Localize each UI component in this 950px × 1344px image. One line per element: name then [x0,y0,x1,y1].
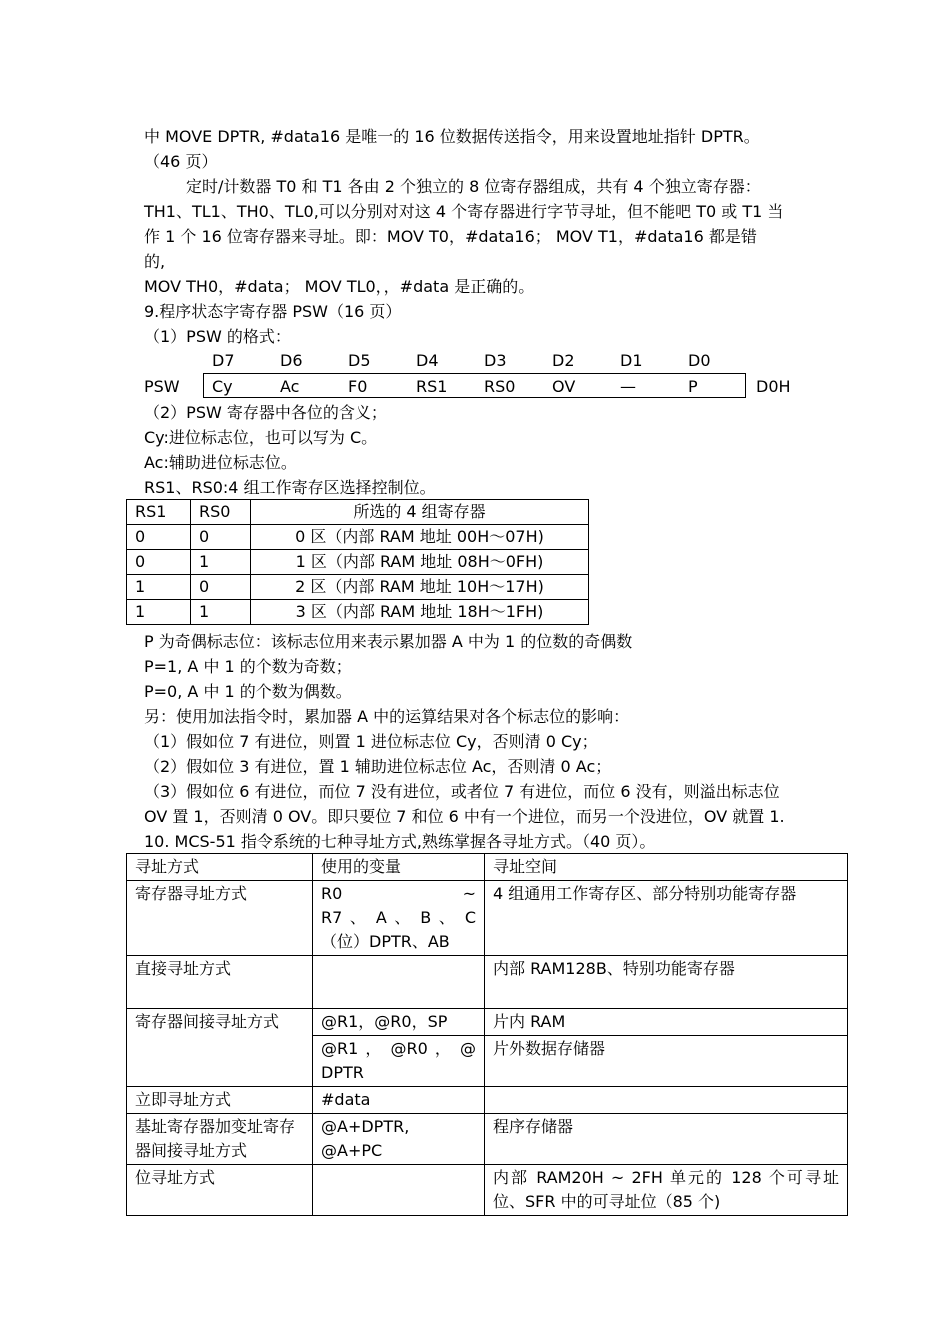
vars-line: @R1 ， @R0 ， @ [321,1039,476,1058]
parity-description: P 为奇偶标志位：该标志位用来表示累加器 A 中为 1 的位数的奇偶数 [144,632,633,651]
parity-odd: P=1, A 中 1 的个数为奇数； [144,657,352,676]
space-cell: 内部 RAM128B、特别功能寄存器 [485,956,848,1009]
space-line: 位、SFR 中的可寻址位（85 个) [493,1192,721,1211]
add-flag-ov-2: OV 置 1，否则清 0 OV。即只要位 7 和位 6 中有一个进位，而另一个没进位，OV 就置 1. [144,807,785,826]
vars-cell: #data [313,1087,485,1114]
paragraph-timer-4: 的, [144,252,166,271]
addressing-modes-table [126,853,848,1216]
vars-line: @A+DPTR, [321,1117,410,1136]
psw-bit: Ac [280,377,300,396]
mode-cell: 寄存器寻址方式 [127,881,313,956]
mode-cell: 直接寻址方式 [127,956,313,1009]
space-line: 内部 RAM20H ~ 2FH 单元的 128 个可寻址 [493,1168,839,1187]
header-cell: 所选的 4 组寄存器 [251,500,589,525]
table-row [127,956,848,1009]
vars-cell [313,956,485,1009]
table-row [127,1009,848,1036]
table-row [127,575,589,600]
table-row [127,525,589,550]
vars-cell [313,881,485,956]
psw-bit: RS0 [484,377,516,396]
psw-format-title: （1）PSW 的格式： [144,327,291,346]
psw-bit-name: D6 [280,351,303,370]
table-cell: 0 [191,525,251,550]
space-cell: 4 组通用工作寄存区、部分特别功能寄存器 [485,881,848,956]
psw-meaning-title: （2）PSW 寄存器中各位的含义； [144,403,387,422]
rs-description: RS1、RS0:4 组工作寄存区选择控制位。 [144,478,436,497]
header-cell: 寻址方式 [127,854,313,881]
space-cell [485,1165,848,1216]
add-flag-cy: （1）假如位 7 有进位，则置 1 进位标志位 Cy，否则清 0 Cy； [144,732,598,751]
psw-address: D0H [756,377,791,396]
parity-even: P=0, A 中 1 的个数为偶数。 [144,682,352,701]
psw-bit: P [688,377,698,396]
table-cell: 1 [127,600,191,625]
section-heading-addressing: 10. MCS-51 指令系统的七种寻址方式,熟练掌握各寻址方式。（40 页）。 [144,832,656,851]
add-flag-ac: （2）假如位 3 有进位，置 1 辅助进位标志位 Ac，否则清 0 Ac； [144,757,612,776]
mode-line: 基址寄存器加变址寄存 [135,1117,296,1136]
paragraph-timer-3: 作 1 个 16 位寄存器来寻址。即：MOV T0，#data16； MOV T1，#data16 都是错 [144,227,757,246]
table-cell: 1 [191,550,251,575]
vars-line [321,882,476,906]
vars-line: @A+PC [321,1141,383,1160]
psw-bit-name: D3 [484,351,507,370]
table-row [127,1087,848,1114]
space-cell [485,1087,848,1114]
space-cell: 片外数据存储器 [485,1036,848,1087]
vars-text: R0 [321,884,343,903]
table-row [127,1114,848,1165]
table-row [127,550,589,575]
psw-bit: — [620,377,636,396]
header-cell: 寻址空间 [485,854,848,881]
table-cell: 3 区（内部 RAM 地址 18H～1FH) [251,600,589,625]
table-cell: 0 [127,550,191,575]
header-cell: 使用的变量 [313,854,485,881]
vars-line: R7 、 A 、 B 、 C [321,908,476,927]
register-bank-table [126,499,589,625]
psw-bit-name: D1 [620,351,643,370]
mode-cell: 立即寻址方式 [127,1087,313,1114]
mode-cell: 位寻址方式 [127,1165,313,1216]
psw-label: PSW [144,377,180,396]
table-cell: 1 [191,600,251,625]
paragraph-timer: 定时/计数器 T0 和 T1 各由 2 个独立的 8 位寄存器组成，共有 4 个独立寄存器： [186,177,761,196]
psw-bit: RS1 [416,377,448,396]
header-cell: RS0 [191,500,251,525]
psw-bit-name: D0 [688,351,711,370]
table-cell: 0 区（内部 RAM 地址 00H～07H) [251,525,589,550]
space-cell: 程序存储器 [485,1114,848,1165]
section-heading-psw: 9.程序状态字寄存器 PSW（16 页） [144,302,402,321]
psw-bit-name: D2 [552,351,575,370]
add-flag-ov: （3）假如位 6 有进位，而位 7 没有进位，或者位 7 有进位，而位 6 没有，则溢出标志位 [144,782,780,801]
space-cell: 片内 RAM [485,1009,848,1036]
ac-description: Ac:辅助进位标志位。 [144,453,297,472]
table-cell: 0 [191,575,251,600]
psw-bit: Cy [212,377,233,396]
table-cell: 2 区（内部 RAM 地址 10H～17H) [251,575,589,600]
table-header-row [127,854,848,881]
vars-text: ~ [462,884,476,903]
page-ref: （46 页） [144,152,218,171]
table-row [127,1165,848,1216]
psw-bit-name: D5 [348,351,371,370]
cy-description: Cy:进位标志位，也可以写为 C。 [144,428,378,447]
paragraph-timer-5: MOV TH0，#data； MOV TL0，，#data 是正确的。 [144,277,535,296]
table-cell: 1 [127,575,191,600]
paragraph-dptr: 中 MOVE DPTR, #data16 是唯一的 16 位数据传送指令，用来设置地址指针 DPTR。 [144,127,760,146]
vars-line: DPTR [321,1063,364,1082]
paragraph-timer-2: TH1、TL1、TH0、TL0,可以分别对对这 4 个寄存器进行字节寻址，但不能吧 T0 或 T1 当 [144,202,784,221]
table-row [127,881,848,956]
add-flags-intro: 另：使用加法指令时，累加器 A 中的运算结果对各个标志位的影响： [144,707,630,726]
vars-cell [313,1036,485,1087]
vars-line: （位）DPTR、AB [321,932,450,951]
psw-bit: F0 [348,377,368,396]
vars-cell [313,1114,485,1165]
psw-bit-name: D4 [416,351,439,370]
psw-bit-name: D7 [212,351,235,370]
table-header-row [127,500,589,525]
mode-cell: 寄存器间接寻址方式 [127,1009,313,1087]
mode-cell [127,1114,313,1165]
vars-cell: @R1，@R0，SP [313,1009,485,1036]
table-cell: 1 区（内部 RAM 地址 08H～0FH) [251,550,589,575]
psw-bit: OV [552,377,576,396]
header-cell: RS1 [127,500,191,525]
table-row [127,600,589,625]
table-cell: 0 [127,525,191,550]
vars-cell [313,1165,485,1216]
mode-line: 器间接寻址方式 [135,1141,248,1160]
